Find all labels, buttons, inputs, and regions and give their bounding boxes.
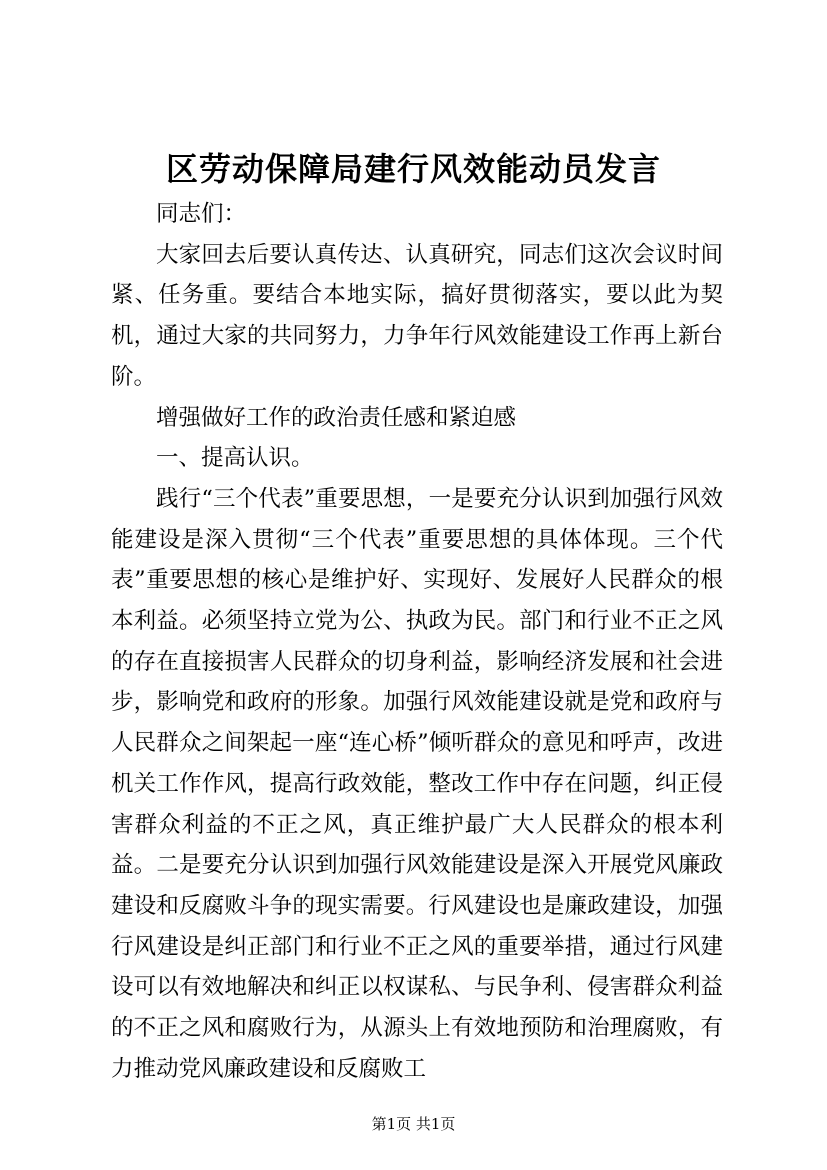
subsection-heading: 一、提高认识。 <box>156 445 314 472</box>
paragraph-2: 践行“三个代表”重要思想，一是要充分认识到加强行风效能建设是深入贯彻“三个代表”重要思想的具体体现。三个代表”重要思想的核心是维护好、实现好、发展好人民群众的根本利益。必须坚持立党为公、执政为民。部门和行业不正之风的存在直接损害人民群众的切身利益，影响经济发展和社会进步，影响党和政府的形象。加强行风效能建设就是党和政府与人民群众之间架起一座“连心桥”倾听群众的意见和呼声，改进机关工作作风，提高行政效能，整改工作中存在问题，纠正侵害群众利益的不正之风，真正维护最广大人民群众的根本利益。二是要充分认识到加强行风效能建设是深入开展党风廉政建设和反腐败斗争的现实需要。行风建设也是廉政建设，加强行风建设是纠正部门和行业不正之风的重要举措，通过行风建设可以有效地解决和纠正以权谋私、与民争利、侵害群众利益的不正之风和腐败行为，从源头上有效地预防和治理腐败，有力推动党风廉政建设和反腐败工 <box>111 485 723 1082</box>
page-number-footer: 第1页 共1页 <box>371 1115 456 1133</box>
document-title: 区劳动保障局建行风效能动员发言 <box>165 150 661 188</box>
paragraph-1: 大家回去后要认真传达、认真研究，同志们这次会议时间紧、任务重。要结合本地实际，搞好贯彻落实，要以此为契机，通过大家的共同努力，力争年行风效能建设工作再上新台阶。 <box>111 241 723 390</box>
salutation: 同志们： <box>156 201 247 227</box>
section-heading: 增强做好工作的政治责任感和紧迫感 <box>156 404 517 431</box>
document-body <box>111 194 723 1089</box>
